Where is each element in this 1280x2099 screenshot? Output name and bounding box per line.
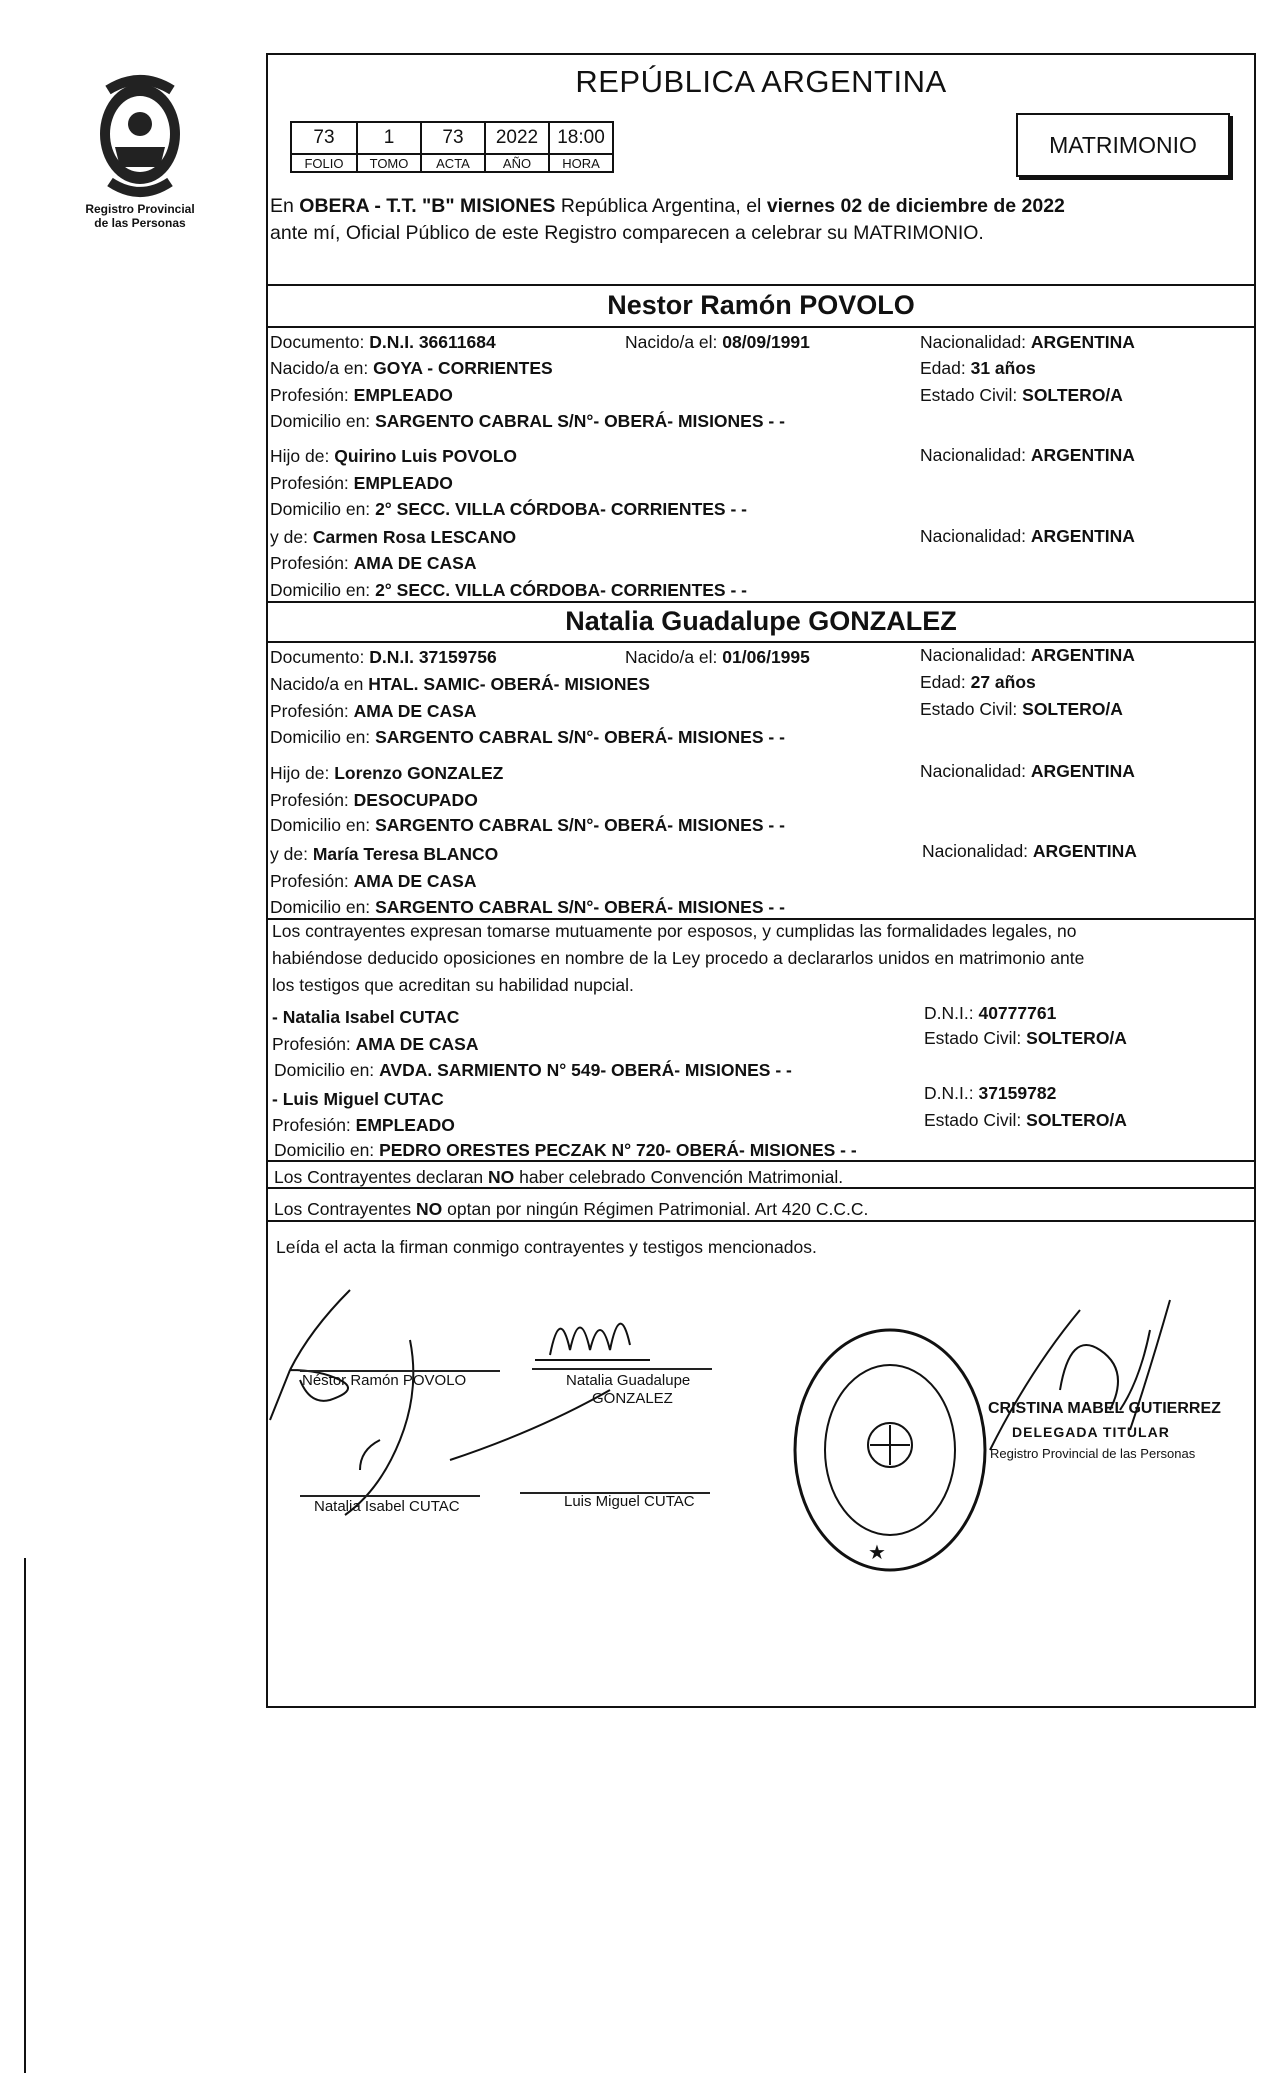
witness2-civil-status: Estado Civil: SOLTERO/A	[924, 1110, 1127, 1130]
witness1-profession: Profesión: AMA DE CASA	[272, 1034, 479, 1054]
record-table	[290, 121, 614, 173]
margin-line	[24, 1558, 26, 2073]
groom-profession: Profesión: EMPLEADO	[270, 385, 453, 405]
groom-mother: y de: Carmen Rosa LESCANO	[270, 527, 517, 547]
groom-father-profession: Profesión: EMPLEADO	[270, 473, 453, 493]
intro-date: viernes 02 de diciembre de 2022	[766, 195, 1065, 217]
logo-caption-line2: de las Personas	[94, 216, 186, 230]
intro-line-2: ante mí, Oficial Público de este Registro comparecen a celebrar su MATRIMONIO.	[270, 222, 984, 244]
divider	[266, 601, 1256, 603]
convention-statement: Los Contrayentes declaran NO haber celebrado Convención Matrimonial.	[274, 1167, 844, 1187]
witness2-dni: D.N.I.: 37159782	[924, 1083, 1057, 1103]
divider	[266, 1160, 1256, 1162]
year-value: 2022	[485, 122, 549, 154]
groom-address: Domicilio en: SARGENTO CABRAL S/N°- OBERÁ- MISIONES - -	[270, 411, 785, 431]
tomo-label: TOMO	[357, 154, 421, 172]
declaration-line-1: Los contrayentes expresan tomarse mutuamente por esposos, y cumplidas las formalidades legales, no	[272, 921, 1077, 941]
divider	[266, 326, 1256, 328]
logo-caption-line1: Registro Provincial	[85, 202, 195, 216]
province-seal-icon	[90, 72, 190, 202]
groom-birthdate: Nacido/a el: 08/09/1991	[625, 332, 810, 352]
intro-line-1	[270, 195, 1065, 218]
bride-father-profession: Profesión: DESOCUPADO	[270, 790, 478, 810]
divider	[266, 641, 1256, 643]
groom-signature-name: Néstor Ramón POVOLO	[302, 1372, 467, 1389]
witness2-profession: Profesión: EMPLEADO	[272, 1115, 455, 1135]
intro-pre: En	[270, 195, 294, 217]
official-name: CRISTINA MABEL GUTIERREZ	[988, 1400, 1221, 1417]
closing-statement: Leída el acta la firman conmigo contrayentes y testigos mencionados.	[276, 1237, 817, 1257]
country-title: REPÚBLICA ARGENTINA	[575, 64, 947, 99]
official-title: DELEGADA TITULAR	[1012, 1424, 1170, 1440]
bride-signature-name-2: GONZALEZ	[592, 1390, 673, 1407]
witness1-signature-line	[300, 1495, 480, 1497]
divider	[266, 918, 1256, 920]
bride-father-nationality: Nacionalidad: ARGENTINA	[920, 761, 1135, 781]
act-type-box: MATRIMONIO	[1016, 113, 1230, 177]
official-registry: Registro Provincial de las Personas	[990, 1446, 1196, 1461]
divider	[266, 1220, 1256, 1222]
groom-mother-address: Domicilio en: 2° SECC. VILLA CÓRDOBA- CORRIENTES - -	[270, 580, 747, 600]
bride-civil-status: Estado Civil: SOLTERO/A	[920, 699, 1123, 719]
witness1-address: Domicilio en: AVDA. SARMIENTO N° 549- OBERÁ- MISIONES - -	[274, 1060, 792, 1080]
bride-mother-address: Domicilio en: SARGENTO CABRAL S/N°- OBERÁ- MISIONES - -	[270, 897, 785, 917]
witness1-civil-status: Estado Civil: SOLTERO/A	[924, 1028, 1127, 1048]
folio-label: FOLIO	[291, 154, 357, 172]
tomo-value: 1	[357, 122, 421, 154]
hour-label: HORA	[549, 154, 613, 172]
groom-document: Documento: D.N.I. 36611684	[270, 332, 496, 352]
bride-mother-profession: Profesión: AMA DE CASA	[270, 871, 477, 891]
bride-mother-nationality: Nacionalidad: ARGENTINA	[922, 841, 1137, 861]
bride-profession: Profesión: AMA DE CASA	[270, 701, 477, 721]
groom-age: Edad: 31 años	[920, 358, 1036, 378]
bride-signature-name-1: Natalia Guadalupe	[566, 1372, 691, 1389]
groom-mother-nationality: Nacionalidad: ARGENTINA	[920, 526, 1135, 546]
witness2-signature-name: Luis Miguel CUTAC	[564, 1493, 695, 1510]
divider	[266, 1187, 1256, 1189]
groom-nationality: Nacionalidad: ARGENTINA	[920, 332, 1135, 352]
year-label: AÑO	[485, 154, 549, 172]
acta-value: 73	[421, 122, 485, 154]
groom-father-address: Domicilio en: 2° SECC. VILLA CÓRDOBA- CORRIENTES - -	[270, 499, 747, 519]
bride-address: Domicilio en: SARGENTO CABRAL S/N°- OBERÁ- MISIONES - -	[270, 727, 785, 747]
bride-age: Edad: 27 años	[920, 672, 1036, 692]
bride-signature-scribble	[530, 1300, 660, 1370]
regime-statement: Los Contrayentes NO optan por ningún Régimen Patrimonial. Art 420 C.C.C.	[274, 1199, 869, 1219]
stamp-star: ★	[868, 1542, 886, 1564]
witness2-name: - Luis Miguel CUTAC	[272, 1089, 444, 1109]
bride-signature-line	[532, 1368, 712, 1370]
bride-father-address: Domicilio en: SARGENTO CABRAL S/N°- OBERÁ- MISIONES - -	[270, 815, 785, 835]
witness1-signature-name: Natalia Isabel CUTAC	[314, 1498, 460, 1515]
intro-mid: República Argentina, el	[560, 195, 762, 217]
bride-birthdate: Nacido/a el: 01/06/1995	[625, 647, 810, 667]
witness1-name: - Natalia Isabel CUTAC	[272, 1007, 460, 1027]
groom-father-nationality: Nacionalidad: ARGENTINA	[920, 445, 1135, 465]
groom-name: Nestor Ramón POVOLO	[607, 290, 915, 320]
declaration-line-2: habiéndose deducido oposiciones en nombre de la Ley procedo a declararlos unidos en matrimonio ante	[272, 948, 1085, 968]
groom-civil-status: Estado Civil: SOLTERO/A	[920, 385, 1123, 405]
bride-mother: y de: María Teresa BLANCO	[270, 844, 499, 864]
intro-place: OBERA - T.T. "B" MISIONES	[299, 195, 556, 217]
hour-value: 18:00	[549, 122, 613, 154]
witness1-dni: D.N.I.: 40777761	[924, 1003, 1057, 1023]
folio-value: 73	[291, 122, 357, 154]
bride-father: Hijo de: Lorenzo GONZALEZ	[270, 763, 504, 783]
registry-stamp-icon	[790, 1325, 990, 1575]
registry-logo	[70, 72, 210, 230]
bride-nationality: Nacionalidad: ARGENTINA	[920, 645, 1135, 665]
bride-document: Documento: D.N.I. 37159756	[270, 647, 497, 667]
groom-mother-profession: Profesión: AMA DE CASA	[270, 553, 477, 573]
acta-label: ACTA	[421, 154, 485, 172]
bride-name: Natalia Guadalupe GONZALEZ	[565, 606, 957, 636]
witness2-address: Domicilio en: PEDRO ORESTES PECZAK N° 720- OBERÁ- MISIONES - -	[274, 1140, 857, 1160]
groom-father: Hijo de: Quirino Luis POVOLO	[270, 446, 518, 466]
groom-birthplace: Nacido/a en: GOYA - CORRIENTES	[270, 358, 553, 378]
declaration-line-3: los testigos que acreditan su habilidad nupcial.	[272, 975, 634, 995]
divider	[266, 284, 1256, 286]
bride-birthplace: Nacido/a en HTAL. SAMIC- OBERÁ- MISIONES	[270, 674, 650, 694]
